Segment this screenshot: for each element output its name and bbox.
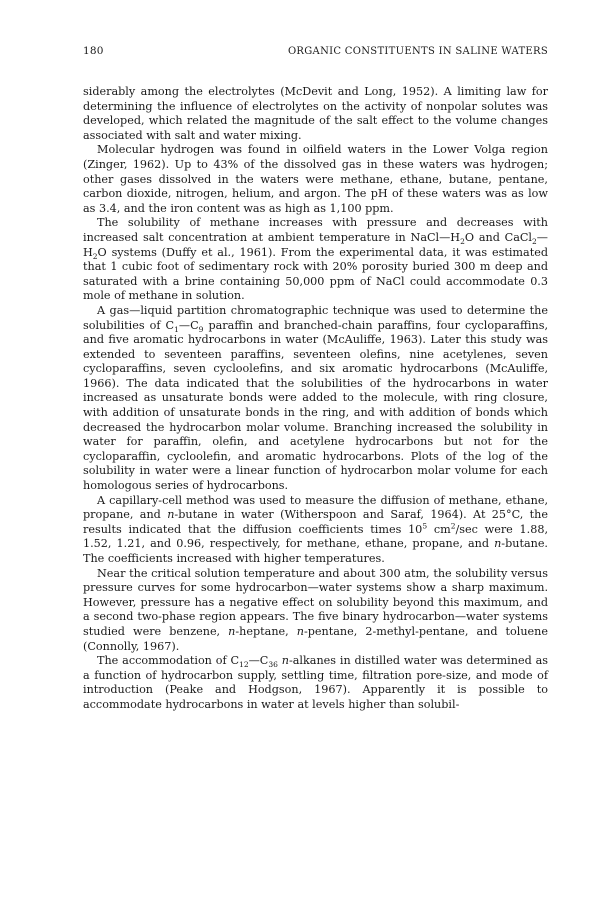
paragraph-5-text-d: /sec were 1.88, 1.52, 1.21, and 0.96, respectively, for methane, ethane, propane, and (83, 522, 549, 551)
page-number: 180 (83, 45, 104, 57)
paragraph-3-text-d: O systems (Duffy et al., 1961). From the experimental data, it was estimated that 1 cubic foot of sedimentary rock with 20% porosity buried 300 m deep and saturated with a brine containing 50,000 ppm of NaCl could accommodate 0.3 mole of methane in solution. (83, 245, 548, 303)
paragraph-7-text-d: -alkanes in distilled water was determined as a function of hydrocarbon supply, settling time, filtration pore-size, and mode of introduction (Peake and Hodgson, 1967). Apparently it is possible to accommodate hydrocarbons in water at levels higher than solubil- (83, 654, 548, 711)
paragraph-6 (83, 567, 548, 655)
paragraph-1: siderably among the electrolytes (McDevit and Long, 1952). A limiting law for determining the influence of electrolytes on the activity of nonpolar solutes was developed, which related the magnitude of the salt effect to the volume changes associated with salt and water mixing. (83, 85, 548, 142)
paragraph-6-text-a: Near the critical solution temperature and about 300 atm, the solubility versus pressure curves for some hydrocarbon—water systems show a sharp maximum. However, pressure has a negative effect on solubility beyond this maximum, and a second two-phase region appears. The five binary hydrocarbon—water systems studied were benzene, (83, 566, 548, 638)
paragraph-4-text-c: paraffin and branched-chain paraffins, four cycloparaffins, and five aromatic hydrocarbons in water (McAuliffe, 1963). Later this study was extended to seventeen paraffins, seventeen olefins, nine acetylenes, seven cycloparaffins, seven cycloolefins, and six aromatic hydrocarbons (McAuliffe, 1966). The data indicated that the solubilities of the hydrocarbons in water increased as unsaturate bonds were added to the molecule, with ring closure, with addition of unsaturate bonds in the ring, and with addition of bonds which decreased the hydrocarbon molar volume. Branching increased the solubility in water for paraffin, olefin, and acetylene hydrocarbons but not for the cycloparaffin, cycloolefin, and aromatic hydrocarbons. Plots of the log of the solubility in water were a linear function of hydrocarbon molar volume for each homologous series of hydrocarbons. (83, 318, 549, 493)
subscript-12: 12 (239, 660, 249, 670)
paragraph-7-text-a: The accommodation of C (97, 654, 240, 668)
italic-n: n (281, 654, 289, 668)
body-text (83, 85, 548, 713)
italic-n: n (228, 624, 236, 638)
subscript-2: 2 (532, 237, 537, 247)
paragraph-4-text-a: A gas—liquid partition chromatographic technique was used to determine the solubilities of C (83, 303, 548, 332)
italic-n: n (494, 537, 502, 551)
paragraph-5-text-e: -butane. The coefficients increased with higher temperatures. (83, 537, 548, 565)
paragraph-5 (83, 494, 548, 567)
subscript-1: 1 (174, 324, 179, 334)
running-title: ORGANIC CONSTITUENTS IN SALINE WATERS (287, 46, 548, 57)
subscript-9: 9 (198, 324, 204, 334)
paragraph-3 (83, 216, 548, 304)
superscript-2: 2 (450, 521, 456, 531)
italic-n: n (167, 508, 175, 522)
superscript-5: 5 (422, 521, 428, 531)
paragraph-5-text-b: -butane in water (Witherspoon and Saraf, 1964). At 25°C, the results indicated that the diffusion coefficients times 10 (83, 508, 548, 536)
paragraph-5-text-a: A capillary-cell method was used to measure the diffusion of methane, ethane, propane, and (83, 493, 548, 522)
running-header (83, 45, 548, 57)
paragraph-6-text-c: -pentane, 2-methyl-pentane, and toluene (Connolly, 1967). (83, 624, 548, 653)
subscript-36: 36 (268, 660, 278, 670)
paragraph-3-text-b: O and CaCl (464, 230, 533, 244)
paragraph-3-text-a: The solubility of methane increases with pressure and decreases with increased salt concentration at ambient temperature in NaCl—H (83, 216, 548, 244)
paragraph-2: Molecular hydrogen was found in oilfield waters in the Lower Volga region (Zinger, 1962). Up to 43% of the dissolved gas in these waters was hydrogen; other gases dissolved in the waters were methane, ethane, butane, pentane, carbon dioxide, nitrogen, helium, and argon. The pH of these waters was as low as 3.4, and the iron content was as high as 1,100 ppm. (83, 143, 548, 215)
page (83, 45, 548, 713)
subscript-2: 2 (460, 237, 465, 247)
paragraph-4-text-b: —C (178, 318, 199, 332)
paragraph-3-text-c: —H (83, 230, 548, 259)
paragraph-7-text-b: —C (248, 654, 269, 668)
paragraph-6-text-b: -heptane, (235, 624, 297, 638)
italic-n: n (296, 624, 304, 638)
subscript-2: 2 (92, 251, 98, 261)
paragraph-7 (83, 654, 548, 712)
paragraph-4 (83, 304, 548, 494)
paragraph-5-text-c: cm (427, 522, 451, 536)
